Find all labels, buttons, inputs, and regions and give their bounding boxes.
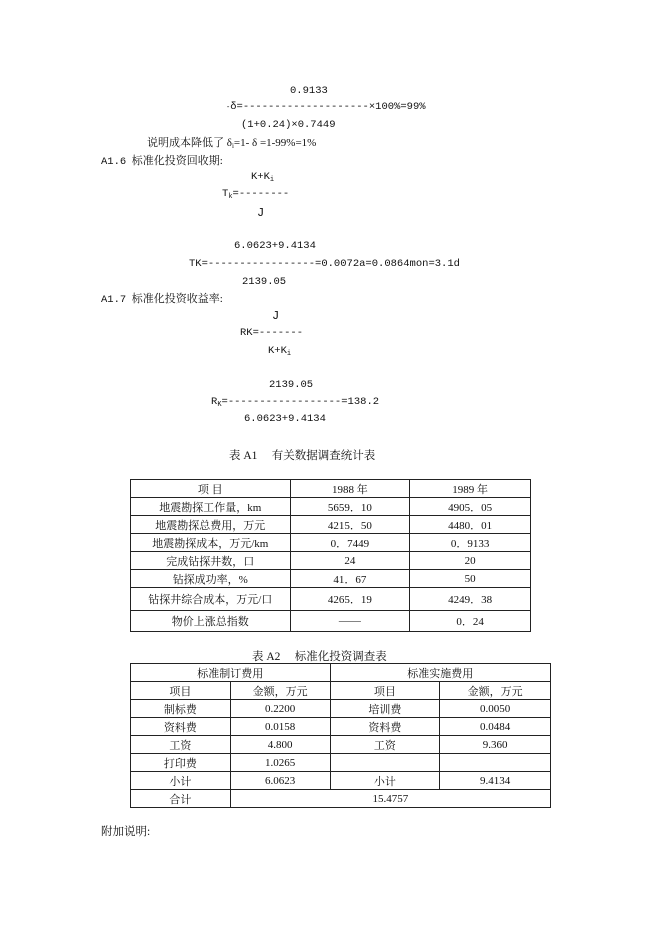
tk-num-text: K+K — [251, 171, 270, 183]
delta-denominator: (1+0.24)×0.7449 — [241, 119, 336, 131]
tk-denominator: J — [257, 206, 265, 220]
tk-calc-equation: TK=-----------------=0.0072a=0.0864mon=3.1d — [189, 258, 460, 270]
table-cell: 0.0484 — [440, 718, 551, 736]
table-cell: 4215．50 — [290, 516, 410, 534]
table-a1-header: 项 目 — [131, 480, 291, 498]
table-a2-total-row — [131, 790, 551, 808]
tk-equation — [222, 188, 289, 203]
table-row — [131, 718, 551, 736]
delta-prefix: - — [226, 104, 231, 112]
table-row — [131, 700, 551, 718]
table-row — [131, 754, 551, 772]
table-cell: 6.0623 — [230, 772, 330, 790]
tk-lhs-sub: k — [228, 193, 233, 201]
rk-calc-lhs-sub: K — [217, 401, 222, 409]
table-a2-header: 项目 — [330, 682, 440, 700]
table-cell: 物价上涨总指数 — [131, 611, 291, 632]
table-cell: 打印费 — [131, 754, 231, 772]
tk-line: =-------- — [232, 188, 290, 200]
table-cell: 培训费 — [330, 700, 440, 718]
table-cell: 地震勘探工作量，km — [131, 498, 291, 516]
rk-equation: RK=------- — [240, 327, 304, 339]
rk-den-sub: i — [286, 350, 292, 358]
table-cell: 地震勘探总费用，万元 — [131, 516, 291, 534]
section-a16-title: 标准化投资回收期: — [131, 155, 223, 167]
delta-equation — [226, 101, 426, 114]
table-cell: 4905．05 — [410, 498, 531, 516]
table-cell: 地震勘探成本，万元/km — [131, 534, 291, 552]
cost-note — [147, 137, 316, 152]
delta-line: =--------------------×100%=99% — [236, 101, 426, 113]
table-row — [131, 498, 531, 516]
table-cell: 5659．10 — [290, 498, 410, 516]
table-cell: 9.4134 — [440, 772, 551, 790]
table-a1-caption: 表 A1 有关数据调查统计表 — [229, 450, 376, 462]
table-cell: 1.0265 — [230, 754, 330, 772]
total-value: 15.4757 — [230, 790, 550, 808]
table-cell: 4.800 — [230, 736, 330, 754]
table-a1-header: 1988 年 — [290, 480, 410, 498]
table-cell: 资料费 — [131, 718, 231, 736]
table-a1-header: 1989 年 — [410, 480, 531, 498]
table-row — [131, 516, 531, 534]
table-cell: 0．9133 — [410, 534, 531, 552]
section-a17-number: A1.7 — [101, 294, 127, 306]
table-cell: 工资 — [330, 736, 440, 754]
table-row — [131, 736, 551, 754]
table-cell: 0.0158 — [230, 718, 330, 736]
table-a2-caption: 表 A2 标准化投资调查表 — [252, 651, 387, 663]
table-a2-header: 项目 — [131, 682, 231, 700]
table-cell — [440, 754, 551, 772]
section-a16-number: A1.6 — [101, 156, 127, 168]
delta-symbol: δ — [230, 101, 237, 113]
table-row — [131, 772, 551, 790]
note-sub: i — [231, 142, 234, 150]
rk-calc-denominator: 6.0623+9.4134 — [244, 413, 326, 425]
rk-calc-equation — [211, 396, 379, 411]
table-cell: 钻探成功率，% — [131, 570, 291, 588]
rk-calc-numerator: 2139.05 — [269, 379, 314, 391]
table-cell: 9.360 — [440, 736, 551, 754]
table-cell: 50 — [410, 570, 531, 588]
rk-den-text: K+K — [268, 345, 287, 357]
section-a16 — [101, 155, 223, 168]
table-cell — [330, 754, 440, 772]
total-label: 合计 — [131, 790, 231, 808]
tk-calc-denominator: 2139.05 — [242, 276, 287, 288]
table-a1 — [130, 479, 531, 632]
table-cell: 0.2200 — [230, 700, 330, 718]
table-cell: 0．7449 — [290, 534, 410, 552]
table-cell: —— — [290, 611, 410, 632]
table-row — [131, 588, 531, 611]
table-a2 — [130, 663, 551, 808]
table-row — [131, 611, 531, 632]
table-row — [131, 570, 531, 588]
table-cell: 钻探井综合成本，万元/口 — [131, 588, 291, 611]
table-cell: 4265．19 — [290, 588, 410, 611]
table-a2-header-row — [131, 682, 551, 700]
table-cell: 0．24 — [410, 611, 531, 632]
section-a17-title: 标准化投资收益率: — [131, 293, 223, 305]
footer-label: 附加说明: — [101, 826, 151, 838]
tk-calc-numerator: 6.0623+9.4134 — [234, 240, 316, 252]
table-a2-group-left: 标准制订费用 — [131, 664, 331, 682]
table-cell: 4480．01 — [410, 516, 531, 534]
table-cell: 41．67 — [290, 570, 410, 588]
table-a2-group-row — [131, 664, 551, 682]
table-row — [131, 534, 531, 552]
tk-num-sub: i — [269, 176, 275, 184]
table-cell: 完成钻探井数，口 — [131, 552, 291, 570]
table-cell: 工资 — [131, 736, 231, 754]
note-text-b: =1- δ =1-99%=1% — [233, 137, 317, 149]
delta-numerator: 0.9133 — [290, 85, 328, 97]
table-a2-group-right: 标准实施费用 — [330, 664, 550, 682]
table-cell: 资料费 — [330, 718, 440, 736]
table-row — [131, 552, 531, 570]
tk-numerator — [251, 171, 274, 186]
section-a17 — [101, 293, 223, 306]
table-cell: 24 — [290, 552, 410, 570]
table-a1-header-row — [131, 480, 531, 498]
rk-calc-line: =------------------=138.2 — [221, 396, 380, 408]
table-cell: 0.0050 — [440, 700, 551, 718]
rk-calc-lhs: R — [211, 396, 218, 408]
rk-numerator: J — [272, 309, 280, 323]
table-cell: 4249．38 — [410, 588, 531, 611]
tk-lhs: T — [222, 188, 229, 200]
table-cell: 小计 — [330, 772, 440, 790]
table-cell: 20 — [410, 552, 531, 570]
table-a2-header: 金额，万元 — [230, 682, 330, 700]
table-cell: 制标费 — [131, 700, 231, 718]
rk-denominator — [268, 345, 291, 360]
table-cell: 小计 — [131, 772, 231, 790]
note-text-a: 说明成本降低了 δ — [147, 137, 232, 149]
table-a2-header: 金额，万元 — [440, 682, 551, 700]
